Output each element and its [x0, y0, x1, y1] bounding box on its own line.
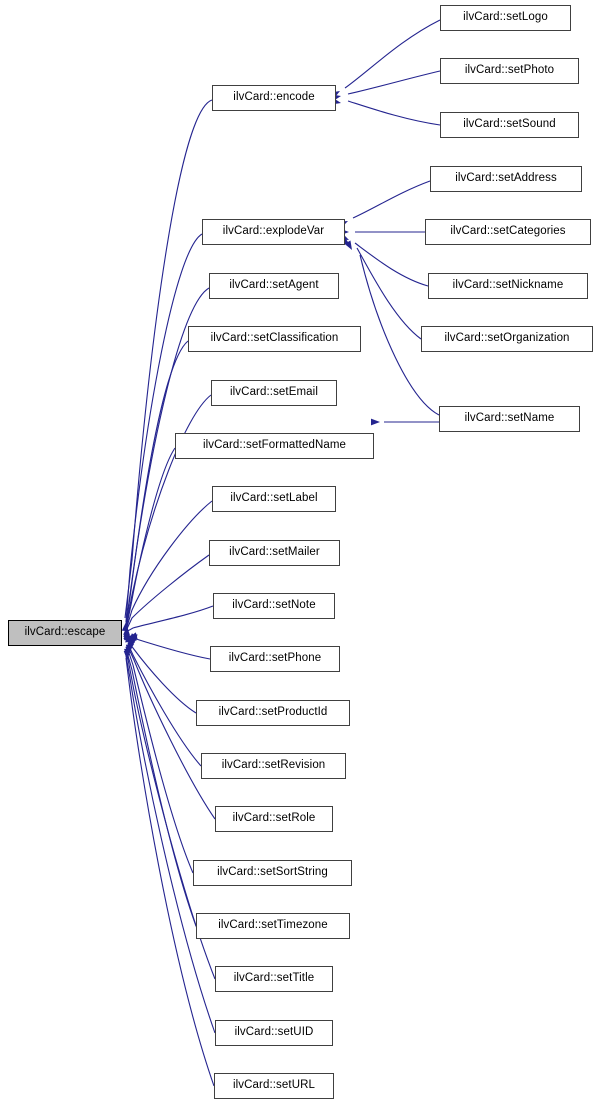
arrowhead: [126, 639, 135, 650]
node-label: ilvCard::setSortString: [217, 866, 328, 879]
node-label: ilvCard::setSound: [463, 118, 556, 131]
edge-setSound-to-encode: [348, 101, 440, 125]
arrowhead: [345, 241, 355, 252]
node-label: ilvCard::setTimezone: [218, 919, 328, 932]
node-setUID[interactable]: [215, 1020, 333, 1046]
node-setName[interactable]: [439, 406, 580, 432]
node-label: ilvCard::setFormattedName: [202, 439, 347, 452]
arrowhead: [124, 651, 131, 660]
edge-setProductId-to-escape: [127, 640, 196, 713]
edge-setFormattedName-to-escape: [126, 448, 175, 629]
node-setURL[interactable]: [214, 1073, 334, 1099]
node-label: ilvCard::setNickname: [452, 279, 564, 292]
node-setEmail[interactable]: [211, 380, 337, 406]
node-label: ilvCard::encode: [233, 91, 315, 104]
arrowhead: [126, 633, 137, 644]
node-setAgent[interactable]: [209, 273, 339, 299]
node-setSound[interactable]: [440, 112, 579, 138]
edge-setAddress-to-explodeVar: [353, 181, 430, 218]
node-label: ilvCard::setClassification: [210, 332, 339, 345]
node-setProductId[interactable]: [196, 700, 350, 726]
node-label: ilvCard::setTitle: [233, 972, 315, 985]
node-label: ilvCard::setURL: [232, 1079, 316, 1092]
node-label: ilvCard::setNote: [232, 599, 316, 612]
arrowhead: [371, 419, 380, 426]
arrowhead: [124, 632, 132, 642]
arrowhead: [123, 630, 130, 639]
arrowhead: [127, 633, 137, 641]
edge-setRevision-to-escape: [128, 644, 201, 766]
node-label: ilvCard::setLogo: [463, 11, 548, 24]
node-label: ilvCard::setUID: [234, 1026, 314, 1039]
node-encode[interactable]: [212, 85, 336, 111]
node-explodeVar[interactable]: [202, 219, 345, 245]
edge-setPhone-to-escape: [126, 634, 210, 659]
arrowhead: [125, 645, 133, 655]
node-setNickname[interactable]: [428, 273, 588, 299]
node-setNote[interactable]: [213, 593, 335, 619]
edge-explodeVar-to-escape: [126, 234, 202, 622]
edge-setSortString-to-escape: [128, 650, 193, 873]
node-label: ilvCard::setCategories: [450, 225, 566, 238]
edge-setTimezone-to-escape: [127, 652, 196, 926]
node-setRevision[interactable]: [201, 753, 346, 779]
arrowhead: [127, 632, 137, 641]
node-setTimezone[interactable]: [196, 913, 350, 939]
node-setPhoto[interactable]: [440, 58, 579, 84]
arrowhead: [123, 628, 130, 637]
arrowhead: [125, 633, 135, 644]
arrowhead: [124, 649, 131, 658]
node-label: ilvCard::explodeVar: [222, 225, 325, 238]
edge-setPhoto-to-encode: [348, 71, 440, 94]
node-setFormattedName[interactable]: [175, 433, 374, 459]
edge-encode-to-escape: [125, 100, 212, 618]
node-label: ilvCard::escape: [24, 626, 106, 639]
node-setTitle[interactable]: [215, 966, 333, 992]
edge-setOrganization-to-explodeVar: [357, 248, 421, 339]
edge-setEmail-to-escape: [126, 395, 211, 627]
arrowhead: [126, 642, 135, 652]
edge-setNickname-to-explodeVar: [355, 243, 428, 286]
node-label: ilvCard::setAddress: [455, 172, 557, 185]
node-label: ilvCard::setAgent: [229, 279, 319, 292]
node-setLabel[interactable]: [212, 486, 336, 512]
node-label: ilvCard::setRevision: [221, 759, 326, 772]
node-setMailer[interactable]: [209, 540, 340, 566]
node-setPhone[interactable]: [210, 646, 340, 672]
edge-setLabel-to-escape: [126, 501, 212, 630]
node-label: ilvCard::setRole: [232, 812, 316, 825]
edge-setLogo-to-encode: [345, 20, 440, 88]
arrowhead: [125, 633, 136, 644]
arrowhead: [124, 631, 131, 640]
arrowhead: [123, 626, 130, 635]
edge-setMailer-to-escape: [126, 555, 209, 631]
arrowhead: [126, 637, 136, 648]
node-setCategories[interactable]: [425, 219, 591, 245]
arrowhead: [125, 647, 133, 657]
node-setSortString[interactable]: [193, 860, 352, 886]
node-setAddress[interactable]: [430, 166, 582, 192]
node-label: ilvCard::setMailer: [229, 546, 320, 559]
edge-setClassification-to-escape: [126, 341, 188, 626]
node-escape[interactable]: [8, 620, 122, 646]
node-setClassification[interactable]: [188, 326, 361, 352]
node-label: ilvCard::setEmail: [230, 386, 318, 399]
node-setOrganization[interactable]: [421, 326, 593, 352]
node-label: ilvCard::setProductId: [218, 706, 328, 719]
node-label: ilvCard::setPhoto: [464, 64, 555, 77]
node-label: ilvCard::setPhone: [228, 652, 322, 665]
node-setRole[interactable]: [215, 806, 333, 832]
node-label: ilvCard::setName: [464, 412, 555, 425]
arrowhead: [122, 622, 130, 632]
edge-setNote-to-escape: [126, 606, 213, 632]
edge-setRole-to-escape: [128, 647, 215, 819]
node-setLogo[interactable]: [440, 5, 571, 31]
node-label: ilvCard::setLabel: [230, 492, 318, 505]
node-label: ilvCard::setOrganization: [444, 332, 570, 345]
